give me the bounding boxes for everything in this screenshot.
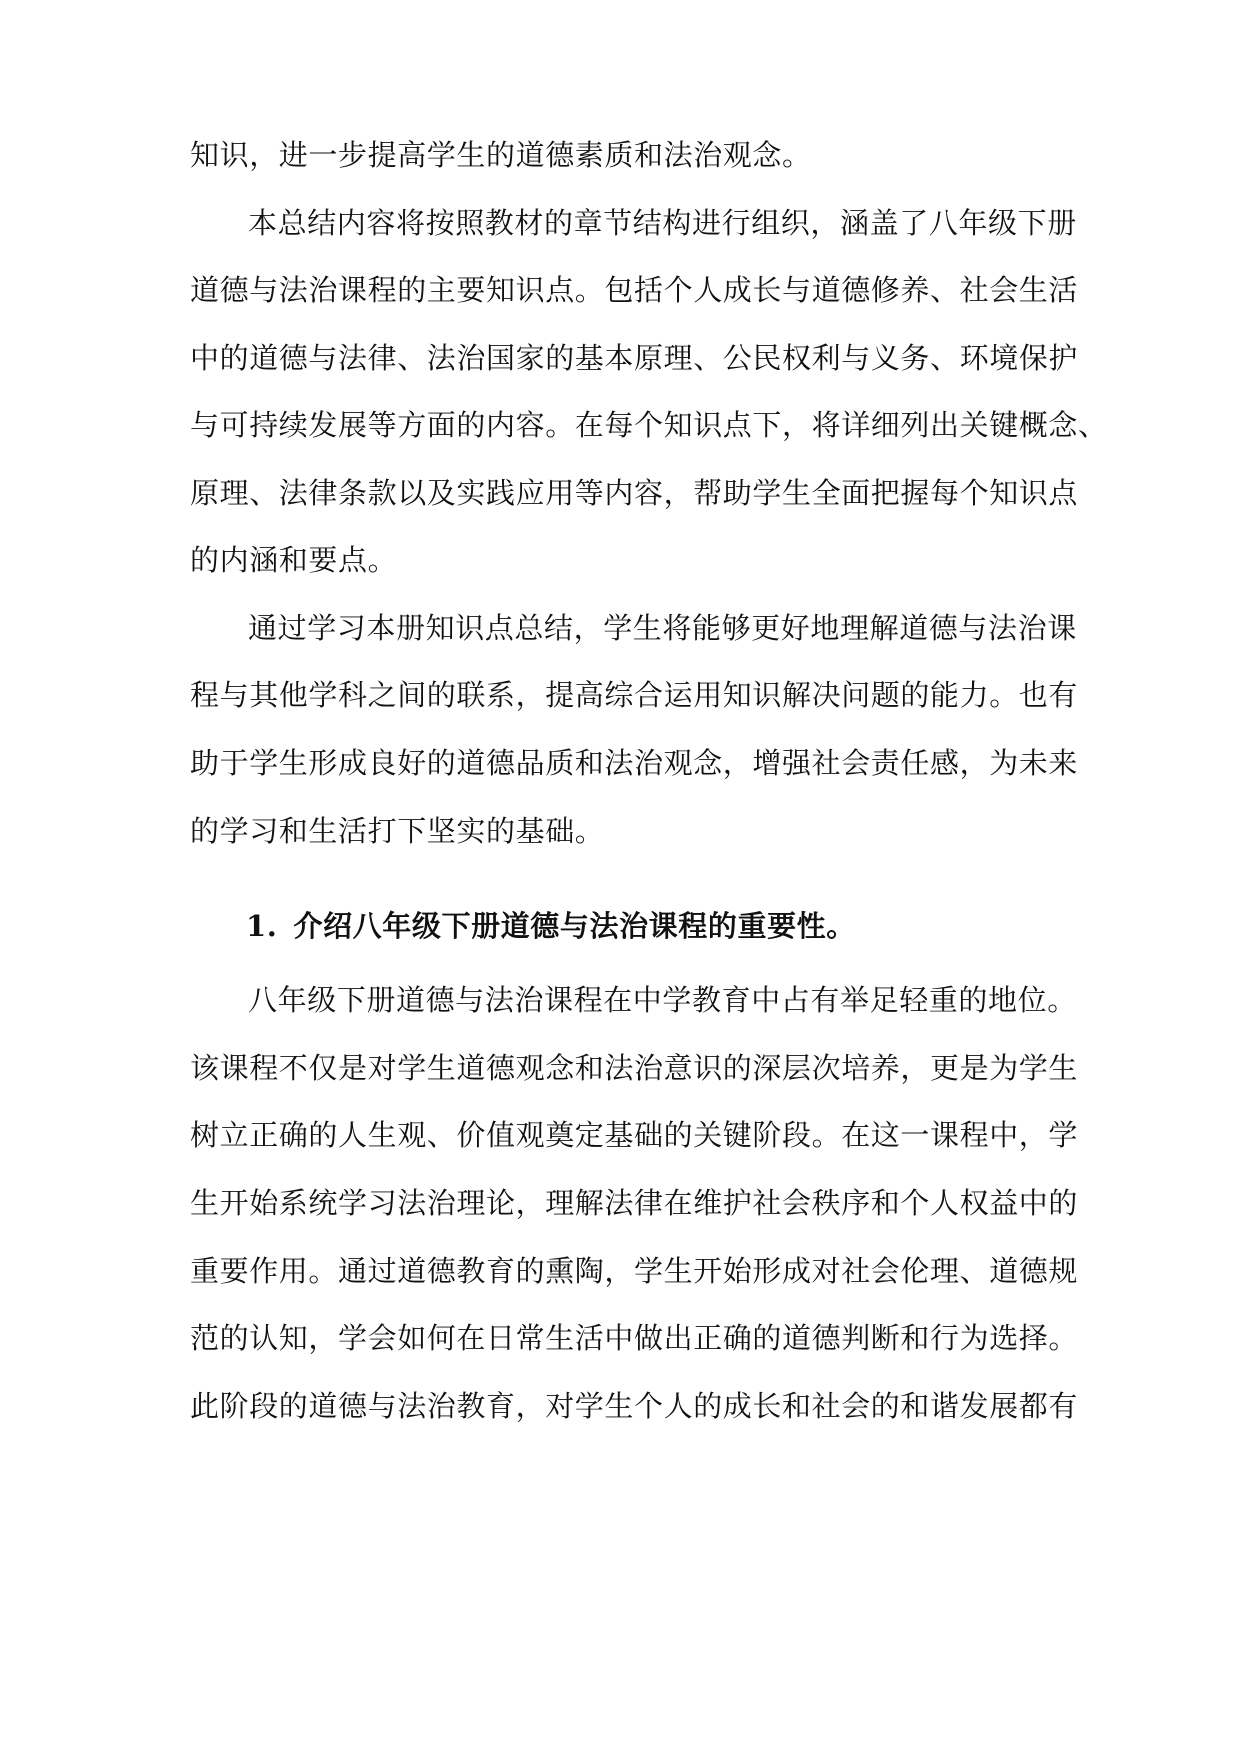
paragraph-line: 重要作用。通过道德教育的熏陶，学生开始形成对社会伦理、道德规	[190, 1254, 1079, 1288]
paragraph-line: 原理、法律条款以及实践应用等内容，帮助学生全面把握每个知识点	[190, 476, 1079, 510]
paragraph-line: 中的道德与法律、法治国家的基本原理、公民权利与义务、环境保护	[190, 341, 1079, 375]
paragraph-line: 八年级下册道德与法治课程在中学教育中占有举足轻重的地位。	[248, 983, 1077, 1017]
paragraph-line: 道德与法治课程的主要知识点。包括个人成长与道德修养、社会生活	[190, 273, 1079, 307]
paragraph-line: 助于学生形成良好的道德品质和法治观念，增强社会责任感，为未来	[190, 746, 1079, 780]
section-title: 介绍八年级下册道德与法治课程的重要性。	[293, 909, 856, 943]
paragraph-line: 本总结内容将按照教材的章节结构进行组织，涵盖了八年级下册	[248, 206, 1077, 240]
paragraph-line: 通过学习本册知识点总结，学生将能够更好地理解道德与法治课	[248, 611, 1077, 645]
paragraph-line: 范的认知，学会如何在日常生活中做出正确的道德判断和行为选择。	[190, 1321, 1079, 1355]
section-number: 1.	[246, 909, 278, 943]
paragraph-line: 树立正确的人生观、价值观奠定基础的关键阶段。在这一课程中，学	[190, 1118, 1079, 1152]
paragraph-line: 的内涵和要点。	[190, 543, 398, 577]
paragraph-line: 程与其他学科之间的联系，提高综合运用知识解决问题的能力。也有	[190, 678, 1079, 712]
paragraph-line: 该课程不仅是对学生道德观念和法治意识的深层次培养，更是为学生	[190, 1051, 1079, 1085]
paragraph-line: 与可持续发展等方面的内容。在每个知识点下，将详细列出关键概念、	[190, 408, 1108, 442]
paragraph-line: 生开始系统学习法治理论，理解法律在维护社会秩序和个人权益中的	[190, 1186, 1079, 1220]
paragraph-line: 此阶段的道德与法治教育，对学生个人的成长和社会的和谐发展都有	[190, 1389, 1079, 1423]
section-heading	[246, 906, 856, 946]
paragraph-line: 知识，进一步提高学生的道德素质和法治观念。	[190, 138, 812, 172]
paragraph-line: 的学习和生活打下坚实的基础。	[190, 814, 605, 848]
